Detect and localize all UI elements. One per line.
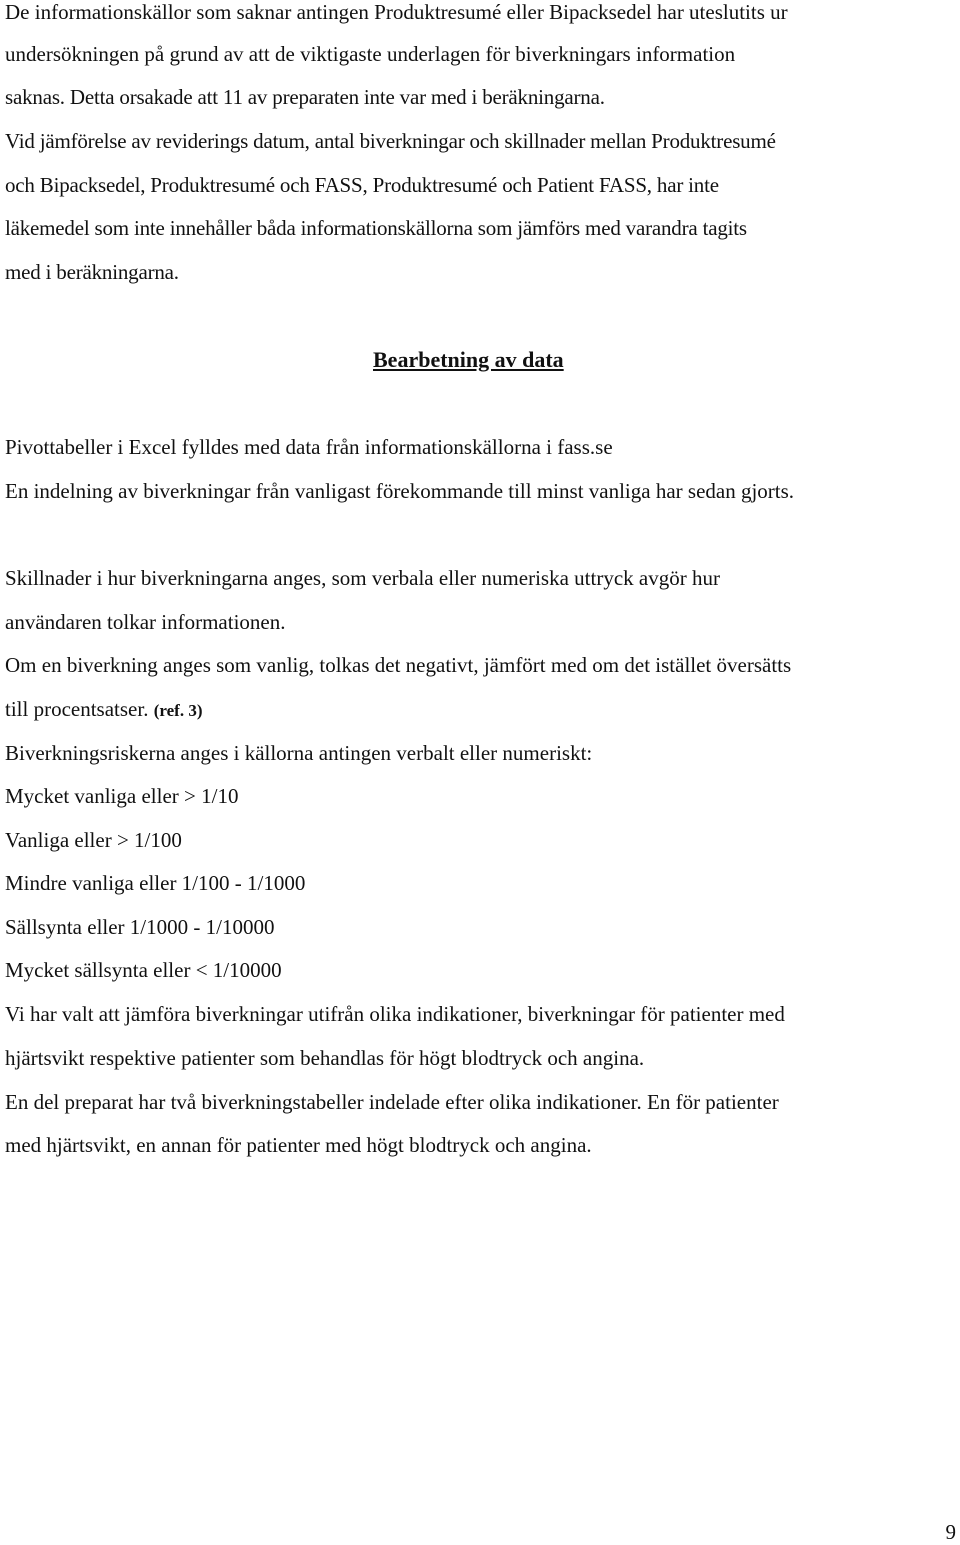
- paragraph-2-line-2: och Bipacksedel, Produktresumé och FASS, Produktresumé och Patient FASS, har inte: [5, 173, 719, 197]
- paragraph-4-line-2: användaren tolkar informationen.: [5, 610, 286, 634]
- frequency-list-item: Mycket sällsynta eller < 1/10000: [5, 958, 282, 982]
- paragraph-4-line-4-text: till procentsatser.: [5, 697, 154, 721]
- paragraph-4-line-5: Biverkningsriskerna anges i källorna antingen verbalt eller numeriskt:: [5, 741, 593, 765]
- reference-citation: (ref. 3): [153, 701, 203, 720]
- paragraph-4-line-1: Skillnader i hur biverkningarna anges, som verbala eller numeriska uttryck avgör hur: [5, 566, 720, 590]
- paragraph-4-line-3: Om en biverkning anges som vanlig, tolkas det negativt, jämfört med om det istället översätts: [5, 653, 792, 677]
- page-number: 9: [945, 1520, 956, 1544]
- frequency-list-item: Sällsynta eller 1/1000 - 1/10000: [5, 915, 275, 939]
- paragraph-5-line-1: Vi har valt att jämföra biverkningar utifrån olika indikationer, biverkningar för patienter med: [5, 1002, 785, 1026]
- frequency-list-item: Mycket vanliga eller > 1/10: [5, 784, 239, 808]
- paragraph-3-line-2: En indelning av biverkningar från vanligast förekommande till minst vanliga har sedan gjorts.: [5, 479, 795, 503]
- paragraph-5-line-4: med hjärtsvikt, en annan för patienter med högt blodtryck och angina.: [5, 1133, 592, 1157]
- paragraph-2-line-1: Vid jämförelse av reviderings datum, antal biverkningar och skillnader mellan Produktresumé: [5, 129, 776, 153]
- paragraph-1-line-1: De informationskällor som saknar antingen Produktresumé eller Bipacksedel har uteslutits ur: [5, 0, 788, 24]
- section-heading: Bearbetning av data: [373, 347, 564, 372]
- frequency-list-item: Vanliga eller > 1/100: [5, 828, 182, 852]
- paragraph-5-line-2: hjärtsvikt respektive patienter som behandlas för högt blodtryck och angina.: [5, 1046, 645, 1070]
- paragraph-2-line-4: med i beräkningarna.: [5, 260, 179, 284]
- paragraph-3-line-1: Pivottabeller i Excel fylldes med data från informationskällorna i fass.se: [5, 435, 613, 459]
- paragraph-4-line-4: [5, 699, 203, 720]
- paragraph-1-line-2: undersökningen på grund av att de viktigaste underlagen för biverkningars information: [5, 42, 736, 66]
- paragraph-1-line-3: saknas. Detta orsakade att 11 av preparaten inte var med i beräkningarna.: [5, 85, 605, 109]
- paragraph-2-line-3: läkemedel som inte innehåller båda informationskällorna som jämförs med varandra tagits: [5, 216, 747, 240]
- frequency-list-item: Mindre vanliga eller 1/100 - 1/1000: [5, 871, 306, 895]
- paragraph-5-line-3: En del preparat har två biverkningstabeller indelade efter olika indikationer. En för patienter: [5, 1090, 779, 1114]
